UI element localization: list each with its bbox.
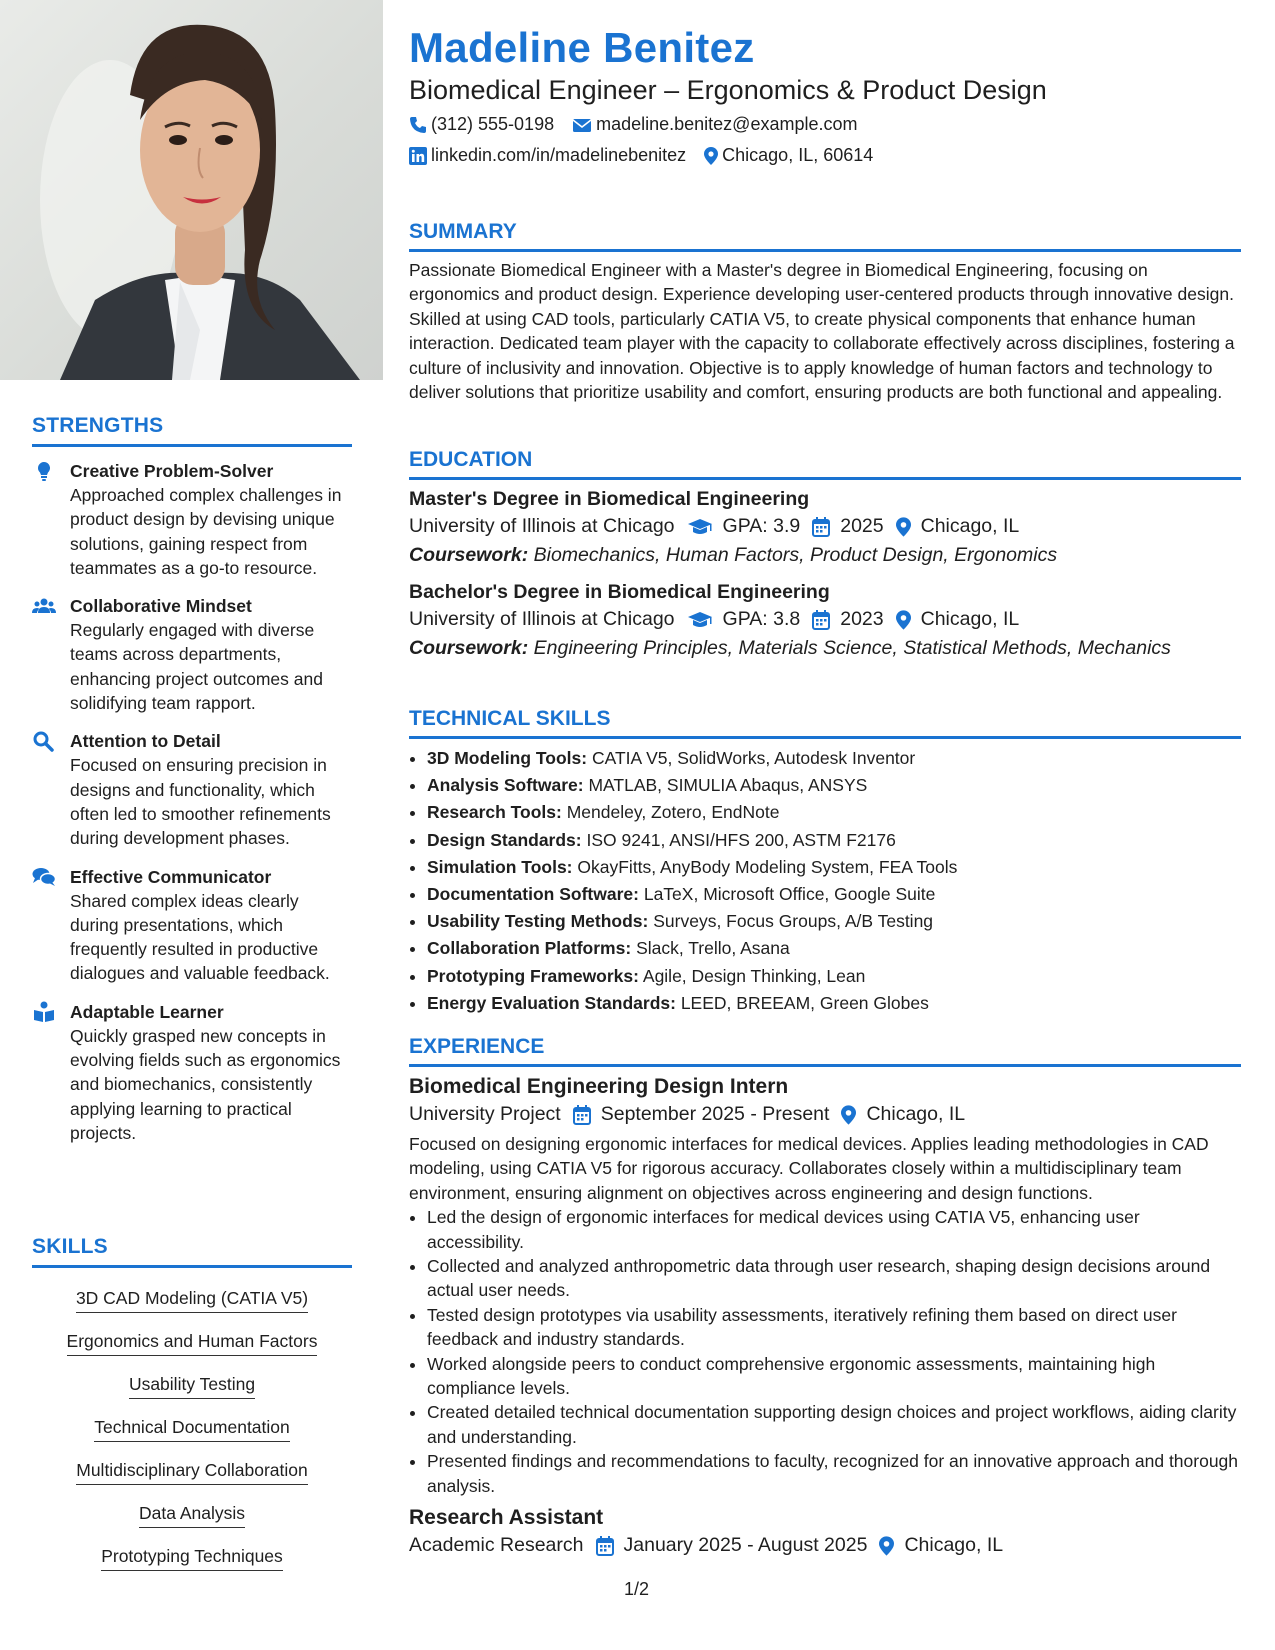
tech-skill-value: Surveys, Focus Groups, A/B Testing bbox=[653, 911, 934, 932]
skill-item: 3D CAD Modeling (CATIA V5) bbox=[76, 1286, 308, 1313]
tech-skill-item bbox=[427, 908, 1241, 935]
job-location-text: Chicago, IL bbox=[904, 1534, 1004, 1557]
tech-skill-item bbox=[427, 935, 1241, 962]
lightbulb-icon bbox=[32, 460, 56, 482]
job-org bbox=[409, 1534, 584, 1557]
skill-item: Usability Testing bbox=[129, 1372, 255, 1399]
email-link[interactable]: madeline.benitez@example.com bbox=[596, 114, 858, 134]
year-item bbox=[812, 515, 883, 538]
school-name bbox=[409, 608, 675, 631]
calendar-icon bbox=[573, 1105, 591, 1125]
portrait-illustration bbox=[0, 0, 383, 380]
tech-skill-value: LEED, BREEAM, Green Globes bbox=[680, 992, 929, 1013]
coursework bbox=[409, 637, 1241, 660]
tech-skill-item bbox=[427, 963, 1241, 990]
book-reader-icon bbox=[32, 1001, 56, 1023]
map-marker-icon bbox=[896, 517, 911, 537]
education-entry bbox=[409, 488, 1241, 567]
skill-item: Prototyping Techniques bbox=[101, 1544, 283, 1571]
strength-item bbox=[32, 729, 352, 850]
map-marker-icon bbox=[704, 147, 718, 165]
summary-section bbox=[409, 220, 1241, 404]
map-marker-icon bbox=[841, 1105, 856, 1125]
contact-row-2 bbox=[409, 145, 891, 166]
gpa-text: GPA: 3.8 bbox=[722, 608, 801, 630]
job-org-text: University Project bbox=[409, 1103, 561, 1125]
strength-desc: Focused on ensuring precision in designs and functionality, which often led to smoother refinements during development phases. bbox=[70, 755, 331, 849]
map-marker-icon bbox=[896, 610, 911, 630]
tech-skill-value: MATLAB, SIMULIA Abaqus, ANSYS bbox=[588, 775, 868, 796]
email-contact[interactable] bbox=[572, 114, 857, 135]
job-dates-text: September 2025 - Present bbox=[600, 1103, 830, 1125]
tech-skill-item bbox=[427, 772, 1241, 799]
tech-skill-value: Agile, Design Thinking, Lean bbox=[642, 965, 866, 986]
tech-skill-label: Usability Testing Methods: bbox=[427, 911, 649, 932]
job-location bbox=[841, 1103, 965, 1126]
strength-item bbox=[32, 865, 352, 986]
education-section bbox=[409, 448, 1241, 660]
summary-heading: SUMMARY bbox=[409, 220, 1241, 252]
sidebar bbox=[0, 0, 383, 1650]
tech-skill-label: Analysis Software: bbox=[427, 775, 584, 796]
strength-desc: Shared complex ideas clearly during presentations, which frequently resulted in productive dialogues and valuable feedback. bbox=[70, 890, 330, 984]
job-title: Biomedical Engineering Design Intern bbox=[409, 1075, 789, 1098]
education-entry bbox=[409, 581, 1241, 660]
tech-skill-value: ISO 9241, ANSI/HFS 200, ASTM F2176 bbox=[586, 829, 896, 850]
tech-skill-item bbox=[427, 854, 1241, 881]
profile-photo bbox=[0, 0, 383, 380]
phone-contact bbox=[409, 114, 554, 135]
job-bullet: • Created detailed technical documentation supporting design choices and project workflows, aiding clarity and understanding. bbox=[427, 1400, 1241, 1449]
year-text: 2025 bbox=[840, 515, 884, 537]
skills-section bbox=[32, 1235, 352, 1579]
technical-skills-heading: TECHNICAL SKILLS bbox=[409, 707, 1241, 739]
skill-item: Technical Documentation bbox=[94, 1415, 290, 1442]
location-contact bbox=[704, 145, 873, 166]
skill-item: Multidisciplinary Collaboration bbox=[76, 1458, 308, 1485]
strength-item bbox=[32, 594, 352, 715]
phone-icon bbox=[409, 116, 427, 134]
users-icon bbox=[32, 595, 56, 617]
location-text: Chicago, IL, 60614 bbox=[722, 145, 874, 165]
job-bullet: • Collected and analyzed anthropometric data through user research, shaping design decisions around actual user needs. bbox=[427, 1254, 1241, 1303]
tech-skill-label: Energy Evaluation Standards: bbox=[427, 992, 676, 1013]
tech-skill-item bbox=[427, 827, 1241, 854]
gpa-item bbox=[687, 608, 801, 631]
job-dates bbox=[596, 1534, 868, 1557]
job-bullets bbox=[409, 1205, 1241, 1498]
calendar-icon bbox=[812, 517, 830, 537]
edu-location-item bbox=[896, 608, 1020, 631]
technical-skills-list bbox=[409, 745, 1241, 1017]
education-heading: EDUCATION bbox=[409, 448, 1241, 480]
job-dates-text: January 2025 - August 2025 bbox=[623, 1534, 868, 1557]
tech-skill-label: Simulation Tools: bbox=[427, 856, 573, 877]
job-location bbox=[879, 1534, 1003, 1557]
degree-title: Bachelor's Degree in Biomedical Engineering bbox=[409, 581, 830, 603]
skills-list bbox=[32, 1278, 352, 1579]
strength-item bbox=[32, 1000, 352, 1145]
school-name bbox=[409, 515, 675, 538]
coursework-label: Coursework: bbox=[409, 544, 529, 566]
linkedin-link[interactable]: linkedin.com/in/madelinebenitez bbox=[431, 145, 687, 165]
job-bullet: • Presented findings and recommendations to faculty, recognized for an innovative approach and thorough analysis. bbox=[427, 1449, 1241, 1498]
skills-heading: SKILLS bbox=[32, 1235, 352, 1268]
comments-icon bbox=[32, 866, 56, 888]
strength-title: Attention to Detail bbox=[70, 731, 221, 752]
summary-text: Passionate Biomedical Engineer with a Master's degree in Biomedical Engineering, focusing on ergonomics and product design. Experience developing user-centered products through innovative design. Skilled at using CAD tools, particularly CATIA V5, to create physical components that enhance human interaction. Dedicated team player with the capacity to collaborate effectively across disciplines, fostering a culture of inclusivity and innovation. Objective is to apply knowledge of human factors and technology to deliver solutions that prioritize usability and comfort, ensuring products are both functional and appealing. bbox=[409, 260, 1235, 403]
strength-title: Adaptable Learner bbox=[70, 1001, 224, 1022]
job-meta bbox=[409, 1103, 1241, 1126]
job-entry bbox=[409, 1506, 1241, 1557]
job-bullet: • Worked alongside peers to conduct comprehensive ergonomic assessments, maintaining high compliance levels. bbox=[427, 1352, 1241, 1401]
education-meta bbox=[409, 515, 1241, 538]
calendar-icon bbox=[812, 610, 830, 630]
candidate-title: Biomedical Engineer – Ergonomics & Product Design bbox=[409, 75, 1047, 105]
strength-desc: Regularly engaged with diverse teams across departments, enhancing project outcomes and solidifying team rapport. bbox=[70, 620, 323, 714]
candidate-name: Madeline Benitez bbox=[409, 24, 755, 71]
coursework bbox=[409, 544, 1241, 567]
envelope-icon bbox=[572, 117, 592, 133]
linkedin-contact[interactable] bbox=[409, 145, 686, 166]
strength-desc: Approached complex challenges in product design by devising unique solutions, gaining respect from teammates as a go-to resource. bbox=[70, 485, 342, 578]
experience-heading: EXPERIENCE bbox=[409, 1035, 1241, 1067]
strength-title: Effective Communicator bbox=[70, 866, 272, 887]
strengths-section bbox=[32, 414, 352, 1145]
year-text: 2023 bbox=[840, 608, 884, 630]
tech-skill-label: Prototyping Frameworks: bbox=[427, 965, 639, 986]
contact-row-1 bbox=[409, 114, 876, 135]
gpa-text: GPA: 3.9 bbox=[722, 515, 801, 537]
tech-skill-label: Research Tools: bbox=[427, 802, 562, 823]
strength-item bbox=[32, 459, 352, 580]
job-org bbox=[409, 1103, 561, 1126]
edu-location-text: Chicago, IL bbox=[920, 608, 1020, 630]
graduation-cap-icon bbox=[687, 518, 713, 536]
school-text: University of Illinois at Chicago bbox=[409, 608, 675, 630]
coursework-text: Engineering Principles, Materials Science, Statistical Methods, Mechanics bbox=[533, 637, 1171, 659]
strength-title: Collaborative Mindset bbox=[70, 596, 252, 617]
job-bullet: • Led the design of ergonomic interfaces for medical devices using CATIA V5, enhancing user accessibility. bbox=[427, 1205, 1241, 1254]
year-item bbox=[812, 608, 883, 631]
tech-skill-value: OkayFitts, AnyBody Modeling System, FEA Tools bbox=[577, 856, 958, 877]
edu-location-text: Chicago, IL bbox=[920, 515, 1020, 537]
strength-title: Creative Problem-Solver bbox=[70, 461, 274, 481]
phone-text: (312) 555-0198 bbox=[431, 114, 555, 134]
strength-desc: Quickly grasped new concepts in evolving fields such as ergonomics and biomechanics, consistently applying learning to practical projects. bbox=[70, 1025, 341, 1143]
job-org-text: Academic Research bbox=[409, 1534, 584, 1557]
school-text: University of Illinois at Chicago bbox=[409, 515, 675, 537]
job-location-text: Chicago, IL bbox=[866, 1103, 966, 1125]
coursework-label: Coursework: bbox=[409, 637, 529, 659]
tech-skill-item bbox=[427, 799, 1241, 826]
page-number: 1/2 bbox=[624, 1579, 650, 1599]
skill-item: Ergonomics and Human Factors bbox=[67, 1329, 318, 1356]
graduation-cap-icon bbox=[687, 611, 713, 629]
job-entry bbox=[409, 1075, 1241, 1498]
degree-title: Master's Degree in Biomedical Engineering bbox=[409, 488, 810, 510]
job-description: Focused on designing ergonomic interfaces for medical devices. Applies leading methodologies in CAD modeling, using CATIA V5 for rigorous accuracy. Collaborates closely within a multidisciplinary team environment, ensuring alignment on objectives across engineering and design functions. bbox=[409, 1134, 1209, 1203]
tech-skill-value: LaTeX, Microsoft Office, Google Suite bbox=[643, 884, 936, 905]
tech-skill-label: Documentation Software: bbox=[427, 884, 639, 905]
tech-skill-item bbox=[427, 990, 1241, 1017]
tech-skill-item bbox=[427, 881, 1241, 908]
search-icon bbox=[32, 730, 56, 752]
tech-skill-label: Collaboration Platforms: bbox=[427, 938, 632, 959]
map-marker-icon bbox=[879, 1536, 894, 1556]
education-meta bbox=[409, 608, 1241, 631]
coursework-text: Biomechanics, Human Factors, Product Design, Ergonomics bbox=[533, 544, 1058, 566]
job-title: Research Assistant bbox=[409, 1506, 604, 1530]
calendar-icon bbox=[596, 1536, 614, 1556]
tech-skill-value: Mendeley, Zotero, EndNote bbox=[566, 802, 780, 823]
gpa-item bbox=[687, 515, 801, 538]
skill-item: Data Analysis bbox=[139, 1501, 245, 1528]
tech-skill-value: Slack, Trello, Asana bbox=[636, 938, 790, 959]
tech-skill-label: 3D Modeling Tools: bbox=[427, 748, 588, 768]
tech-skill-label: Design Standards: bbox=[427, 829, 582, 850]
technical-skills-section bbox=[409, 707, 1241, 1017]
job-meta bbox=[409, 1534, 1241, 1557]
strengths-heading: STRENGTHS bbox=[32, 414, 352, 447]
tech-skill-item bbox=[427, 745, 1241, 772]
linkedin-icon bbox=[409, 147, 427, 165]
tech-skill-value: CATIA V5, SolidWorks, Autodesk Inventor bbox=[591, 748, 916, 768]
job-bullet: • Tested design prototypes via usability assessments, iteratively refining them based on direct user feedback and industry standards. bbox=[427, 1303, 1241, 1352]
experience-section bbox=[409, 1035, 1241, 1557]
edu-location-item bbox=[896, 515, 1020, 538]
job-dates bbox=[573, 1103, 830, 1126]
